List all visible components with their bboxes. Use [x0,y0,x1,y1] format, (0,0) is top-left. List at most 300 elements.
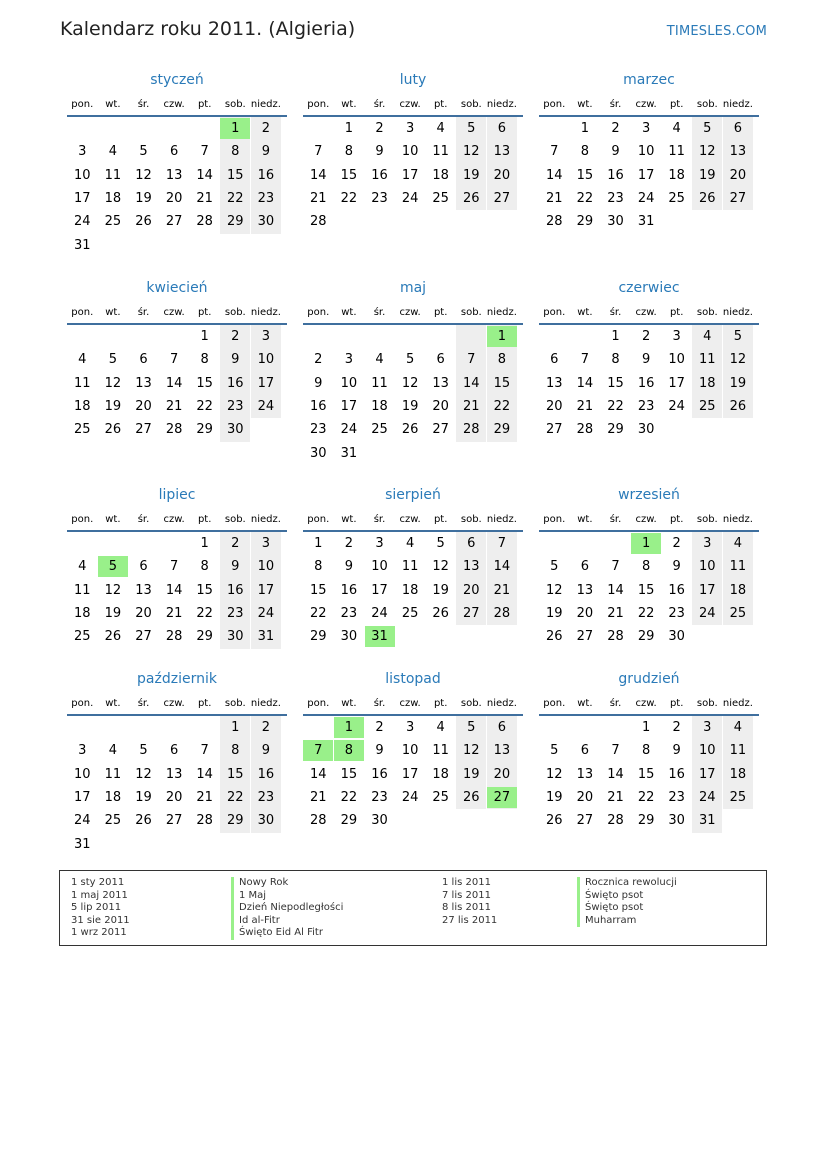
day-cell: 5 [550,559,559,575]
day-cell: 22 [637,789,655,805]
weekday-label: pon. [543,307,566,318]
day-cell: 30 [668,629,685,645]
day-cell: 9 [261,144,271,160]
day-cell: 1 [641,720,651,735]
weekday-label: sob. [460,307,482,318]
day-cell: 21 [165,605,183,621]
day-cell: 22 [340,789,358,805]
month-name: sierpień [385,487,441,503]
day-cell: 22 [196,398,213,414]
day-cell: 25 [668,190,685,206]
day-cell: 19 [699,167,716,183]
day-cell: 23 [257,789,275,805]
day-cell: 11 [104,167,122,183]
day-cell: 19 [135,190,152,206]
weekday-label: wt. [577,99,593,110]
weekday-label: czw. [163,698,185,709]
weekday-label: czw. [399,698,421,709]
day-cell: 19 [135,789,152,805]
day-cell: 17 [699,766,716,782]
day-cell: 7 [169,559,179,575]
weekday-label: pt. [433,307,448,318]
day-cell: 24 [74,214,91,230]
month-name: wrzesień [618,487,680,503]
weekday-label: wt. [577,307,593,318]
day-cell: 2 [672,536,681,551]
day-cell: 14 [463,375,480,391]
weekday-label: śr. [373,99,386,110]
day-cell: 16 [257,167,275,183]
legend-holiday-name: Święto psot [577,902,643,915]
day-cell: 6 [550,352,559,368]
day-cell: 26 [729,398,747,414]
day-cell: 7 [200,743,209,759]
day-cell: 21 [546,190,563,206]
page-title: Kalendarz roku 2011. (Algieria) [60,18,356,40]
day-cell: 16 [340,582,358,598]
day-cell: 12 [432,559,449,575]
day-cell: 3 [703,536,712,551]
weekday-label: niedz. [486,514,517,525]
day-cell: 5 [703,121,712,136]
day-cell: 15 [607,375,624,391]
weekday-label: sob. [460,99,482,110]
day-cell: 13 [493,144,511,160]
day-cell: 31 [637,214,655,230]
day-cell: 24 [401,190,419,206]
day-cell: 1 [580,121,590,136]
day-cell: 29 [227,813,244,829]
day-cell: 28 [493,605,511,621]
legend-holiday-name: Święto psot [577,890,643,903]
weekday-label: śr. [373,514,386,525]
day-cell: 6 [169,743,179,759]
day-cell: 14 [165,582,183,598]
weekday-label: pt. [197,698,212,709]
day-cell: 21 [310,190,327,206]
day-cell: 28 [165,629,183,645]
day-cell: 2 [641,329,651,344]
day-cell: 8 [344,144,354,160]
day-cell: 11 [401,559,419,575]
weekday-label: niedz. [722,698,753,709]
day-cell: 11 [729,559,747,575]
day-cell: 6 [497,720,507,735]
day-cell: 6 [139,352,148,368]
day-cell: 20 [463,582,480,598]
day-cell: 16 [257,766,275,782]
weekday-label: sob. [224,307,246,318]
day-cell: 24 [257,398,275,414]
day-cell: 24 [371,605,388,621]
day-cell: 2 [261,720,271,735]
day-cell: 16 [668,766,685,782]
month-name: czerwiec [618,280,680,296]
day-cell: 12 [104,582,122,598]
day-cell: 2 [261,121,271,136]
day-cell: 10 [699,743,716,759]
weekday-label: pon. [307,307,330,318]
day-cell: 21 [607,605,624,621]
day-cell: 12 [135,766,152,782]
day-cell: 16 [227,375,244,391]
day-cell: 14 [310,167,327,183]
day-cell: 9 [375,144,384,160]
day-cell: 9 [261,743,271,759]
month-name: lipiec [158,487,196,503]
day-cell: 28 [576,422,594,438]
day-cell: 4 [405,536,415,551]
day-cell: 17 [257,375,275,391]
day-cell: 20 [546,398,563,414]
weekday-label: śr. [609,698,622,709]
weekday-label: śr. [609,307,622,318]
day-cell: 7 [467,352,476,368]
weekday-label: wt. [577,698,593,709]
day-cell: 18 [401,582,419,598]
day-cell: 5 [467,720,476,735]
month-name: listopad [385,671,441,687]
day-cell: 29 [637,629,655,645]
day-cell: 14 [493,559,511,575]
weekday-label: niedz. [722,307,753,318]
day-cell: 30 [227,629,244,645]
day-cell: 25 [729,605,747,621]
day-cell: 2 [314,352,323,368]
legend-holiday-name: Id al-Fitr [231,915,280,928]
day-cell: 11 [668,144,685,160]
day-cell: 25 [432,789,449,805]
day-cell: 1 [314,536,323,551]
day-cell: 25 [371,422,388,438]
day-cell: 28 [607,629,624,645]
day-cell: 23 [257,190,275,206]
weekday-label: pt. [197,307,212,318]
day-cell: 5 [405,352,415,368]
weekday-header [67,698,287,716]
day-cell: 3 [703,720,712,735]
day-cell: 5 [733,329,743,344]
day-cell: 31 [699,813,716,829]
weekday-label: pt. [433,698,448,709]
weekday-label: pt. [433,99,448,110]
weekday-label: czw. [163,307,185,318]
day-cell: 27 [135,629,152,645]
day-cell: 12 [104,375,122,391]
day-cell: 21 [463,398,480,414]
day-cell: 9 [231,352,240,368]
day-cell: 17 [257,582,275,598]
day-cell: 2 [672,720,681,735]
day-cell: 15 [340,766,358,782]
day-cell: 27 [576,629,594,645]
weekday-label: czw. [399,99,421,110]
day-cell: 22 [637,605,655,621]
holiday-day: 7 [303,740,333,761]
day-cell: 15 [576,167,594,183]
day-cell: 2 [344,536,354,551]
weekday-label: wt. [341,99,357,110]
weekday-label: niedz. [486,99,517,110]
holiday-day: 1 [334,717,364,738]
weekday-label: pt. [669,99,684,110]
day-cell: 15 [340,167,358,183]
day-cell: 20 [135,398,152,414]
day-cell: 23 [371,190,388,206]
day-cell: 25 [74,629,91,645]
day-cell: 18 [729,582,747,598]
day-cell: 8 [314,559,323,575]
day-cell: 28 [310,813,327,829]
day-cell: 21 [165,398,183,414]
day-cell: 4 [436,720,445,735]
day-cell: 24 [699,605,716,621]
day-cell: 6 [497,121,507,136]
day-cell: 6 [580,559,590,575]
weekday-label: wt. [105,307,121,318]
weekday-label: śr. [373,698,386,709]
day-cell: 19 [463,167,480,183]
day-cell: 14 [546,167,563,183]
day-cell: 30 [371,813,388,829]
day-cell: 18 [432,766,449,782]
legend-date: 1 wrz 2011 [71,927,127,938]
day-cell: 23 [310,422,327,438]
day-cell: 17 [637,167,655,183]
day-cell: 29 [310,629,327,645]
day-cell: 3 [78,144,87,160]
day-cell: 2 [231,536,240,551]
day-cell: 14 [607,582,624,598]
day-cell: 19 [104,605,122,621]
day-cell: 29 [340,813,358,829]
weekday-header [303,307,523,325]
day-cell: 26 [104,629,122,645]
day-cell: 18 [668,167,685,183]
day-cell: 4 [78,352,87,368]
day-cell: 2 [375,720,384,735]
day-cell: 1 [611,329,620,344]
day-cell: 24 [699,789,716,805]
weekday-label: śr. [137,698,150,709]
day-cell: 20 [165,190,183,206]
day-cell: 9 [231,559,240,575]
day-cell: 24 [668,398,685,414]
day-cell: 11 [699,352,716,368]
month-name: maj [399,280,427,296]
day-cell: 26 [699,190,716,206]
holiday-legend [59,870,767,946]
day-cell: 29 [227,214,244,230]
day-cell: 7 [580,352,590,368]
weekday-label: czw. [163,514,185,525]
weekday-label: śr. [137,307,150,318]
holiday-day: 5 [98,556,128,577]
legend-date: 1 lis 2011 [442,877,491,888]
day-cell: 13 [135,375,152,391]
day-cell: 17 [401,167,419,183]
day-cell: 18 [74,398,91,414]
weekday-label: niedz. [250,99,281,110]
day-cell: 9 [344,559,354,575]
weekday-label: niedz. [250,698,281,709]
holiday-day: 8 [334,740,364,761]
day-cell: 30 [227,422,244,438]
weekday-label: pon. [71,307,94,318]
day-cell: 16 [371,766,388,782]
day-cell: 28 [196,813,213,829]
day-cell: 11 [74,582,91,598]
day-cell: 21 [310,789,327,805]
day-cell: 25 [401,605,419,621]
day-cell: 10 [257,352,275,368]
day-cell: 25 [74,422,91,438]
weekday-label: śr. [373,307,386,318]
day-cell: 9 [375,743,384,759]
weekday-label: śr. [609,514,622,525]
day-cell: 4 [672,121,681,136]
day-cell: 13 [576,582,594,598]
day-cell: 8 [611,352,620,368]
day-cell: 27 [463,605,480,621]
day-cell: 28 [196,214,213,230]
day-cell: 8 [231,144,240,160]
day-cell: 24 [637,190,655,206]
weekday-label: pt. [197,99,212,110]
day-cell: 24 [257,605,275,621]
weekday-label: sob. [224,698,246,709]
weekday-label: pon. [307,99,330,110]
day-cell: 25 [699,398,716,414]
day-cell: 16 [668,582,685,598]
weekday-label: czw. [399,307,421,318]
legend-holiday-name: Rocznica rewolucji [577,877,677,890]
weekday-label: sob. [460,514,482,525]
day-cell: 13 [576,766,594,782]
day-cell: 3 [78,743,87,759]
day-cell: 27 [729,190,747,206]
day-cell: 31 [74,237,91,253]
day-cell: 5 [139,743,148,759]
weekday-label: niedz. [722,99,753,110]
day-cell: 14 [196,167,213,183]
weekday-label: pon. [71,99,94,110]
day-cell: 4 [436,121,445,136]
day-cell: 19 [729,375,747,391]
day-cell: 17 [74,789,91,805]
day-cell: 3 [405,121,415,136]
day-cell: 9 [611,144,620,160]
day-cell: 13 [493,743,511,759]
day-cell: 30 [637,422,655,438]
day-cell: 8 [641,743,651,759]
weekday-label: czw. [635,514,657,525]
day-cell: 18 [729,766,747,782]
weekday-header [539,307,759,325]
day-cell: 13 [463,559,480,575]
day-cell: 29 [637,813,655,829]
day-cell: 12 [546,766,563,782]
brand-link[interactable]: TIMESLES.COM [666,24,767,39]
day-cell: 24 [340,422,358,438]
day-cell: 26 [135,214,152,230]
day-cell: 7 [169,352,179,368]
day-cell: 15 [637,582,655,598]
day-cell: 16 [227,582,244,598]
weekday-label: niedz. [486,307,517,318]
day-cell: 23 [227,605,244,621]
weekday-label: sob. [696,307,718,318]
day-cell: 27 [576,813,594,829]
day-cell: 26 [546,629,563,645]
day-cell: 10 [401,144,419,160]
day-cell: 26 [463,789,480,805]
day-cell: 31 [340,445,358,461]
weekday-label: śr. [137,99,150,110]
day-cell: 28 [546,214,563,230]
day-cell: 19 [463,766,480,782]
day-cell: 11 [432,743,449,759]
day-cell: 10 [257,559,275,575]
day-cell: 10 [699,559,716,575]
day-cell: 10 [371,559,388,575]
day-cell: 20 [576,605,594,621]
day-cell: 16 [371,167,388,183]
day-cell: 6 [139,559,148,575]
day-cell: 8 [200,559,209,575]
day-cell: 20 [165,789,183,805]
day-cell: 21 [196,789,213,805]
day-cell: 24 [74,813,91,829]
day-cell: 9 [672,743,681,759]
day-cell: 3 [344,352,354,368]
day-cell: 30 [668,813,685,829]
day-cell: 2 [231,329,240,344]
day-cell: 4 [733,720,743,735]
day-cell: 21 [607,789,624,805]
day-cell: 28 [310,214,327,230]
holiday-day: 1 [487,326,517,347]
day-cell: 29 [493,422,511,438]
day-cell: 6 [436,352,445,368]
day-cell: 30 [310,445,327,461]
weekday-label: czw. [635,698,657,709]
day-cell: 14 [196,766,213,782]
day-cell: 30 [257,214,275,230]
day-cell: 19 [432,582,449,598]
weekday-label: wt. [341,307,357,318]
day-cell: 20 [576,789,594,805]
day-cell: 22 [227,789,244,805]
month-name: styczeń [150,72,204,88]
day-cell: 18 [104,190,122,206]
day-cell: 26 [432,605,449,621]
day-cell: 24 [401,789,419,805]
legend-date: 31 sie 2011 [71,914,130,926]
day-cell: 31 [257,629,275,645]
day-cell: 23 [340,605,358,621]
weekday-header [67,307,287,325]
day-cell: 19 [104,398,122,414]
day-cell: 12 [135,167,152,183]
weekday-label: śr. [609,99,622,110]
weekday-label: niedz. [486,698,517,709]
day-cell: 4 [108,743,118,759]
day-cell: 13 [165,167,183,183]
day-cell: 4 [78,559,87,575]
day-cell: 22 [493,398,511,414]
day-cell: 3 [261,536,271,551]
